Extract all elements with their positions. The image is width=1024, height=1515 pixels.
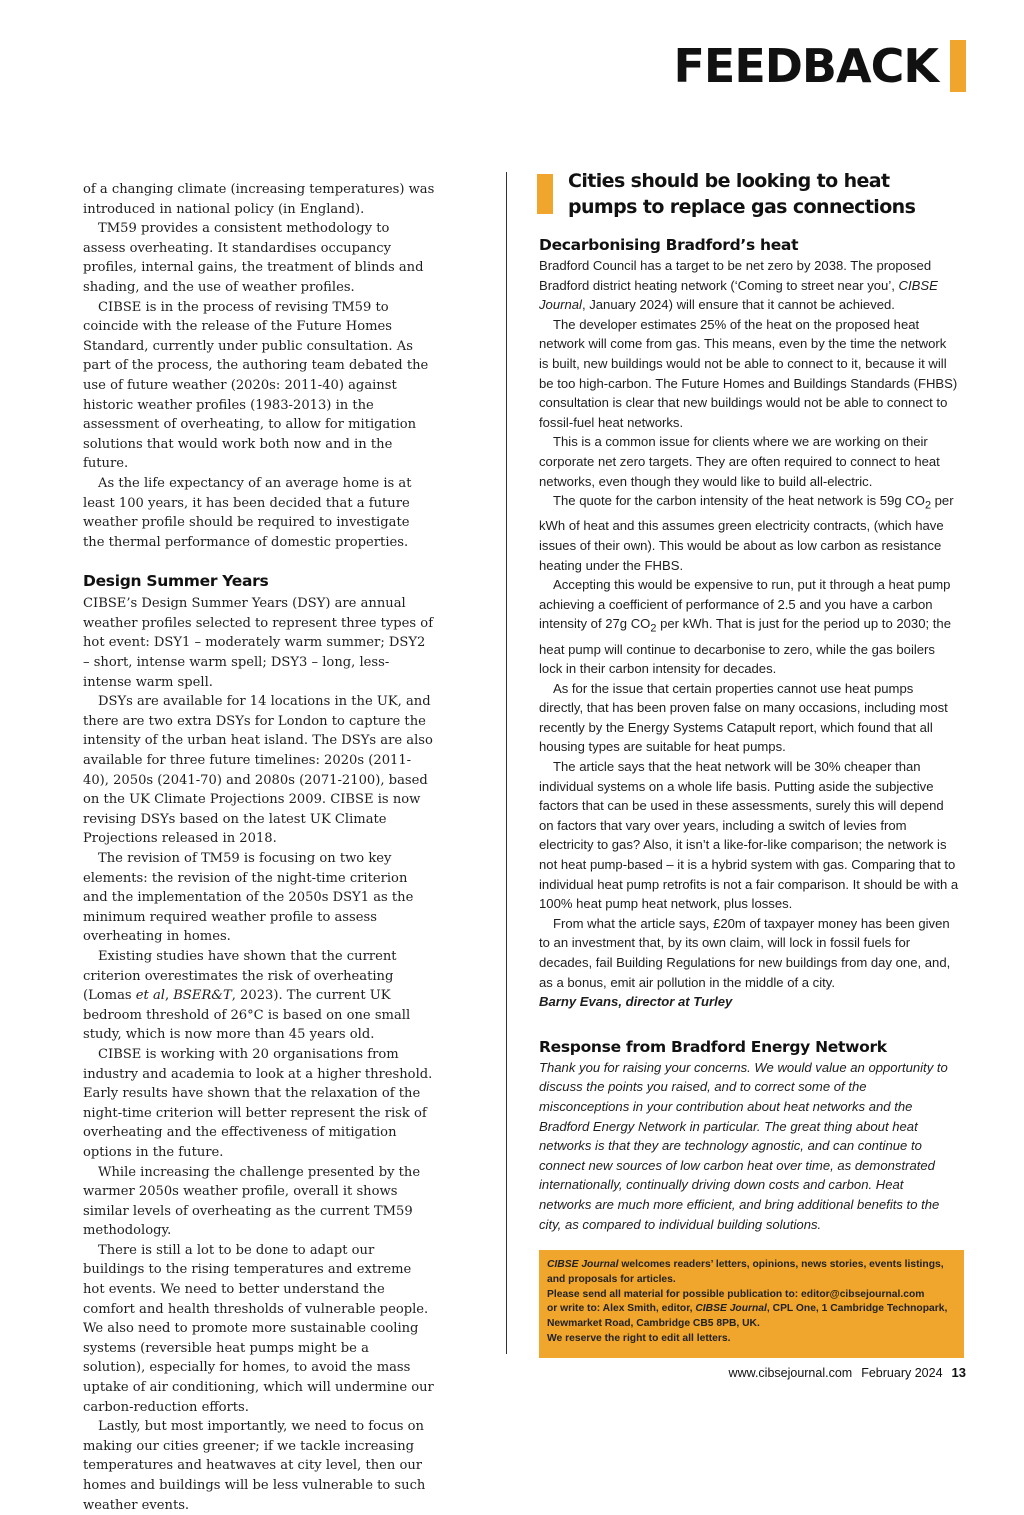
text-run: The quote for the carbon intensity of the heat network is 59g CO xyxy=(553,493,925,509)
text-run: CIBSE Journal xyxy=(695,1303,767,1315)
paragraph: This is a common issue for clients where we are working on their corporate net zero targets. They are often required to connect to heat networks, even though they would like to build all-electric. xyxy=(539,434,940,489)
text-run: welcomes readers’ letters, opinions, news stories, events listings, and proposals for articles. xyxy=(547,1259,944,1285)
byline: Barny Evans, director at Turley xyxy=(539,994,733,1010)
paragraph: DSYs are available for 14 locations in the UK, and there are two extra DSYs for London to capture the intensity of the urban heat island. The DSYs are also available for three future timelines: 2020s (2011-40), 2050s (2041-70) and 2080s (2071-2100), based on the UK Climate Projections 2009. CIBSE is now revising DSYs based on the latest UK Climate Projections released in 2018. xyxy=(83,694,433,847)
paragraph: There is still a lot to be done to adapt our buildings to the rising temperatures and extreme hot events. We need to better understand the comfort and health thresholds of vulnerable people. We also need to promote more sustainable cooling systems (reversible heat pumps might be a solution), especially for homes, to avoid the mass uptake of air conditioning, which will undermine our carbon-reduction efforts. xyxy=(83,1242,434,1415)
text-run: CIBSE Journal xyxy=(547,1259,619,1270)
letter-heading: Decarbonising Bradford’s heat xyxy=(539,236,799,254)
info-line: Please send all material for possible publication to: editor@cibsejournal.com xyxy=(547,1288,925,1300)
paragraph xyxy=(83,947,435,1045)
paragraph: TM59 provides a consistent methodology to assess overheating. It standardises occupancy profiles, internal gains, the treatment of blinds and shading, and the use of weather profiles. xyxy=(83,221,424,295)
text-run: Accepting this would be expensive to run, put it through a heat pump achieving a coefficient of performance of 2.5 and you have a carbon intensity of 27g CO xyxy=(539,577,951,632)
page-number: 13 xyxy=(951,1365,966,1380)
section-masthead xyxy=(673,40,966,92)
paragraph: CIBSE’s Design Summer Years (DSY) are annual weather profiles selected to represent three types of hot event: DSY1 – moderately warm summer; DSY2 – short, intense warm spell; DSY3 – long, less-intense warm spell. xyxy=(83,596,434,690)
text-run: , January 2024) will ensure that it cannot be achieved. xyxy=(581,297,895,313)
left-column xyxy=(83,180,435,1515)
text-run: per kWh of heat and this assumes green electricity contracts, (which have issues of their own). This would be about as low carbon as resistance heating under the FHBS. xyxy=(539,493,954,573)
headline-text: Cities should be looking to heat pumps to replace gas connections xyxy=(568,170,916,218)
paragraph: While increasing the challenge presented by the warmer 2050s weather profile, overall it shows similar levels of overheating as the current TM59 methodology. xyxy=(83,1164,421,1239)
paragraph: of a changing climate (increasing temperatures) was introduced in national policy (in England). xyxy=(83,182,435,217)
text-run: CIBSE Journal xyxy=(539,277,938,313)
paragraph xyxy=(539,491,959,575)
paragraph: The revision of TM59 is focusing on two key elements: the revision of the night-time criterion and the implementation of the 2050s DSY1 as the minimum required weather profile to assess overheating in homes. xyxy=(83,851,414,945)
page-footer xyxy=(729,1365,966,1380)
subscript: 2 xyxy=(924,499,932,512)
paragraph: CIBSE is in the process of revising TM59 to coincide with the release of the Future Homes Standard, currently under public consultation. As part of the process, the authoring team debated the use of future weather (2020s: 2011-40) against historic weather profiles (1983-2013) in the assessment of overheating, to allow for mitigation solutions that would work both now and in the future. xyxy=(83,299,429,472)
paragraph: The developer estimates 25% of the heat on the proposed heat network will come from gas. This means, even by the time the network is built, new buildings would not be able to connect to it, because it will be too high-carbon. The Future Homes and Buildings Standards (FHBS) consultation is clear that new buildings would not be able to connect to fossil-fuel heat networks. xyxy=(539,316,958,430)
info-line xyxy=(547,1302,954,1332)
text-run: , 2023). The current UK bedroom threshold of 26°C is based on one small study, which is now more than 45 years old. xyxy=(83,988,411,1043)
text-run: or write to: Alex Smith, editor, xyxy=(547,1303,696,1315)
paragraph: Thank you for raising your concerns. We would value an opportunity to discuss the points you raised, and to correct some of the misconceptions in your contribution about heat networks and the Bradford Energy Network in particular. The great thing about heat networks is that they are technology agnostic, and can continue to connect new sources of low carbon heat over time, as demonstrated internationally, continually driving down costs and carbon. Heat networks are much more efficient, and bring additional benefits to the city, as compared to individual building solutions. xyxy=(539,1059,948,1232)
accent-bar xyxy=(537,174,553,214)
info-line: We reserve the right to edit all letters. xyxy=(547,1332,731,1344)
section-title: FEEDBACK xyxy=(673,39,938,93)
right-column xyxy=(539,168,959,1234)
paragraph xyxy=(539,256,959,315)
section-heading: Design Summer Years xyxy=(83,572,269,591)
paragraph: As the life expectancy of an average home is at least 100 years, it has been decided that a future weather profile should be required to investigate the thermal performance of domestic properties. xyxy=(83,475,412,550)
text-run: , xyxy=(164,988,174,1004)
accent-bar xyxy=(950,40,966,92)
text-run: per kWh. That is just for the period up to 2030; the heat pump will continue to decarbonise to zero, while the gas boilers lock in their carbon intensity for decades. xyxy=(539,616,951,677)
column-divider xyxy=(506,172,507,1354)
subscript: 2 xyxy=(650,622,657,635)
letter-headline xyxy=(539,168,959,220)
text-run: et al xyxy=(135,988,165,1004)
footer-url: www.cibsejournal.com xyxy=(728,1366,853,1380)
paragraph: The article says that the heat network will be 30% cheaper than individual systems on a whole life basis. Putting aside the subjective factors that can be used in these assessments, surely this will depend on factors that vary over years, including a switch of levies from electricity to gas? Also, it isn’t a like-for-like comparison; the network is not heat pump-based – it is a hybrid system with gas. Comparing that to individual heat pump retrofits is not a fair comparison. It should be with a 100% heat pump heat network, plus losses. xyxy=(539,759,959,912)
paragraph: Lastly, but most importantly, we need to focus on making our cities greener; if we tackle increasing temperatures and heatwaves at city level, then our homes and buildings will be less vulnerable to such weather events. xyxy=(83,1419,426,1513)
paragraph: From what the article says, £20m of taxpayer money has been given to an investment that, by its own claim, will lock in fossil fuels for decades, fail Building Regulations for new buildings from day one, and, as a bonus, emit air pollution in the middle of a city. xyxy=(539,915,951,990)
response-body xyxy=(539,1058,959,1234)
submission-info-box xyxy=(539,1250,964,1358)
paragraph: CIBSE is working with 20 organisations from industry and academia to look at a higher threshold. Early results have shown that the relaxation of the night-time criterion will better represent the risk of overheating and the effectiveness of mitigation options in the future. xyxy=(83,1046,433,1160)
footer-date: February 2024 xyxy=(861,1366,943,1380)
text-run: , CPL One, 1 Cambridge Technopark, Newmarket Road, Cambridge CB5 8PB, UK. xyxy=(547,1303,948,1330)
text-run: BSER&T xyxy=(173,988,232,1004)
info-line xyxy=(547,1258,954,1288)
text-run: Existing studies have shown that the current criterion overestimates the risk of overheating (Lomas xyxy=(83,948,397,1004)
paragraph xyxy=(539,575,959,679)
text-run: Bradford Council has a target to be net zero by 2038. The proposed Bradford district heating network (‘Coming to street near you’, xyxy=(539,258,932,293)
paragraph: As for the issue that certain properties cannot use heat pumps directly, that has been proven false on many occasions, including most recently by the Energy Systems Catapult report, which found that all housing types are suitable for heat pumps. xyxy=(539,680,948,755)
response-heading: Response from Bradford Energy Network xyxy=(539,1037,887,1056)
